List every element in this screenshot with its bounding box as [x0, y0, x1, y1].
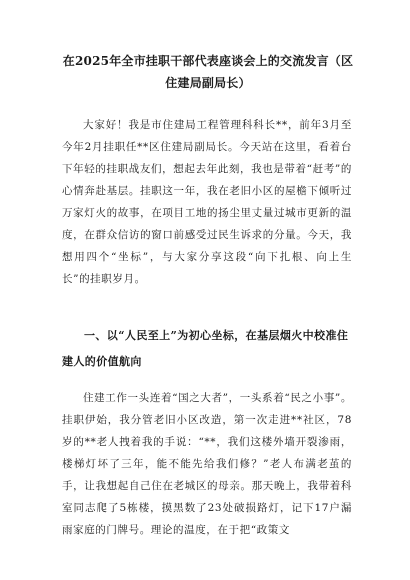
section-heading: 一、以“人民至上”为初心坐标，在基层烟火中校准住建人的价值航向: [62, 329, 349, 368]
document-title: 在2025年全市挂职干部代表座谈会上的交流发言（区住建局副局长）: [62, 54, 354, 90]
body-paragraph: 住建工作一头连着“国之大者”，一头系着“民之小事”。挂职伊始，我分管老旧小区改造，第一次走进**社区，78岁的**老人拽着我的手说：“**，我们这楼外墙开裂渗雨，楼梯灯坏了三年，能不能先给我们修？”老人布满老茧的手，让我想起自己住在老城区的母亲。那天晚上，我带着科室同志爬了5栋楼，摸黑数了23处破损路灯，记下17户漏雨家庭的门牌号。理论的温度，在于把“政策文: [62, 392, 352, 536]
intro-paragraph: 大家好！我是市住建局工程管理科科长**，前年3月至今年2月挂职任**区住建局副局长。今天站在这里，看着台下年轻的挂职战友们，想起去年此刻，我也是带着“赶考”的心情奔赴基层。挂职这一年，我在老旧小区的屋檐下倾听过万家灯火的故事，在项目工地的扬尘里丈量过城市更新的温度，在群众信访的窗口前感受过民生诉求的分量。今天，我想用四个“坐标”，与大家分享这段“向下扎根、向上生长”的挂职岁月。: [62, 119, 352, 285]
